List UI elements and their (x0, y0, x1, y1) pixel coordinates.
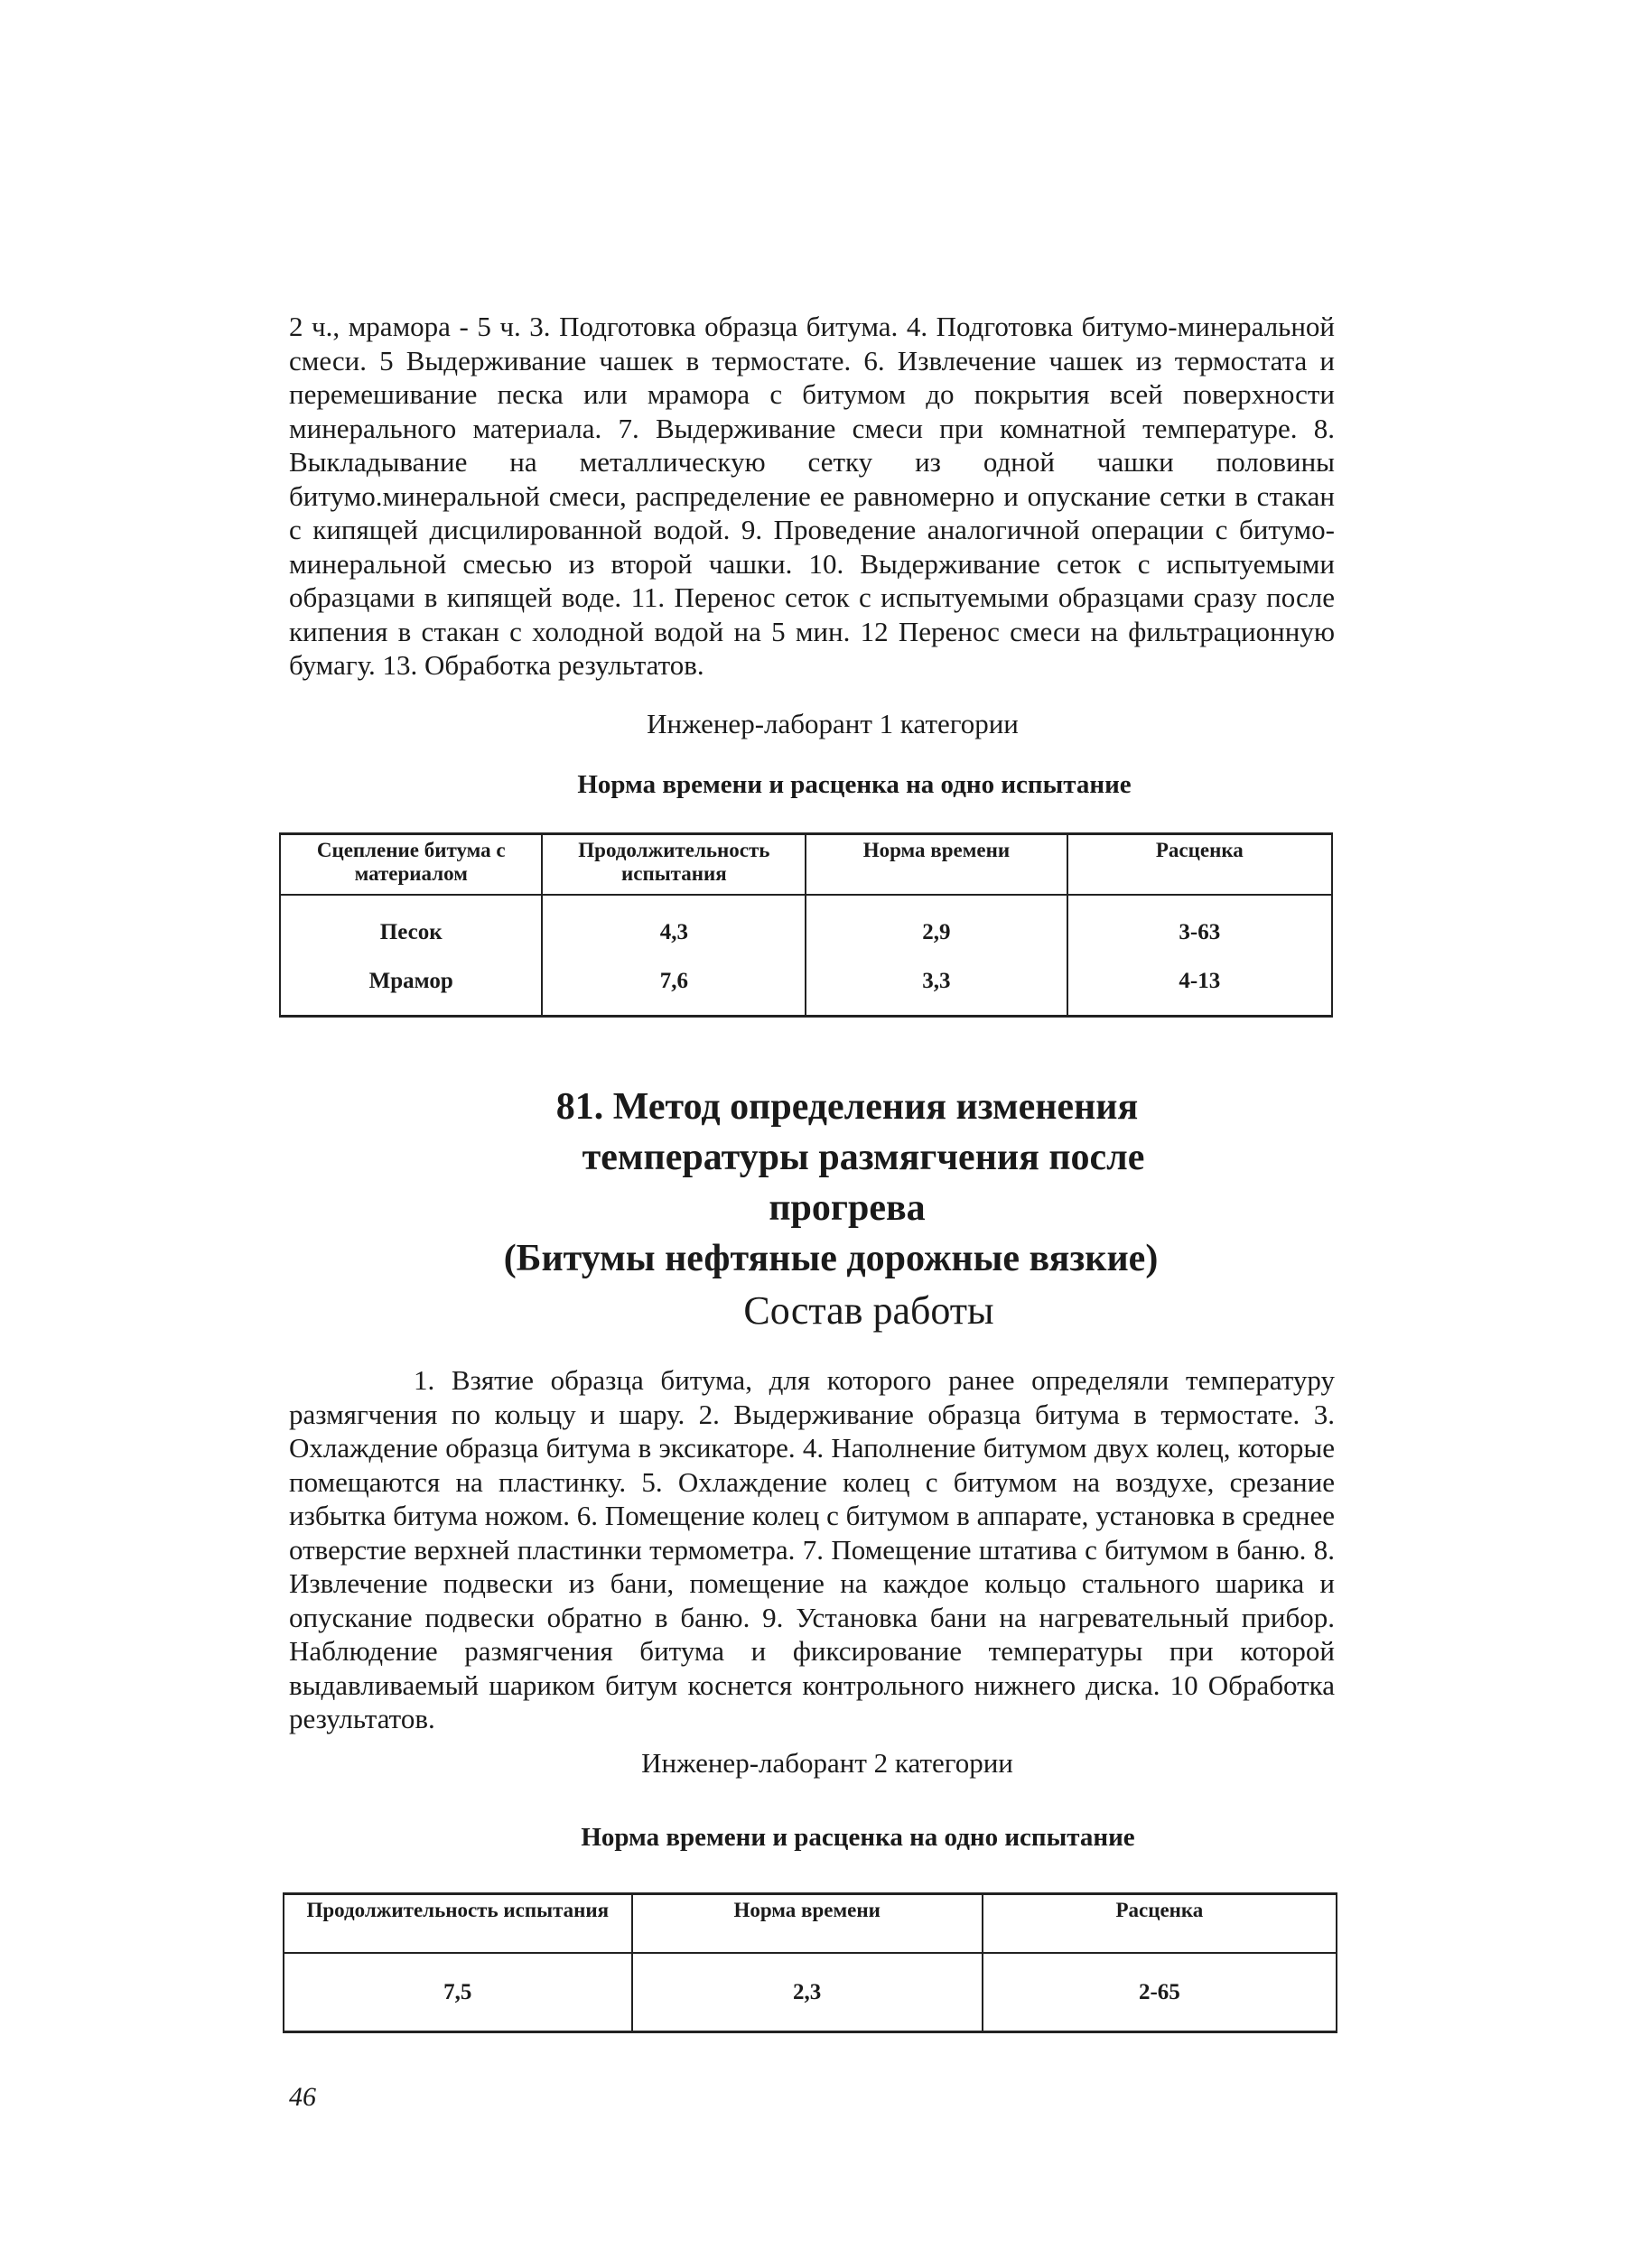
composition-paragraph: 1. Взятие образца битума, для которого ранее определяли температуру размягчения по кольцу и шару. 2. Выдерживание образца битума в термостате. 3. Охлаждение образца битума в эксикаторе. 4. Наполнение битумом двух колец, которые помещаются на пластинку. 5. Охлаждение колец с битумом на воздухе, срезание избытка битума ножом. 6. Помещение колец с битумом в аппарате, установка в среднее отверстие верхней пластинки термометра. 7. Помещение штатива с битумом в баню. 8. Извлечение подвески из бани, помещение на каждое кольцо стального шарика и опускание подвески обратно в баню. 9. Установка бани на нагревательный прибор. Наблюдение размягчения битума и фиксирование температуры при которой выдавливаемый шариком битум коснется контрольного нижнего диска. 10 Обработка результатов. (289, 1364, 1335, 1734)
table-row (284, 1953, 1337, 2032)
column-header: Продолжительность испытания (542, 834, 806, 896)
norm-table-2 (283, 1892, 1337, 2033)
table-cell: 2,9 (806, 895, 1067, 957)
column-header: Расценка (1067, 834, 1332, 896)
intro-paragraph: 2 ч., мрамора - 5 ч. 3. Подготовка образца битума. 4. Подготовка битумо-минеральной смеси. 5 Выдерживание чашек в термостате. 6. Извлечение чашек из термостата и перемешивание песка или мрамора с битумом до покрытия всей поверхности минерального материала. 7. Выдерживание смеси при комнатной температуре. 8. Выкладывание на металлическую сетку из одной чашки половины битумо.минеральной смеси, распределение ее равномерно и опускание сетки в стакан с кипящей дисцилированной водой. 9. Проведение аналогичной операции с битумо-минеральной смесью из второй чашки. 10. Выдерживание сеток с испытуемыми образцами в кипящей воде. 11. Перенос сеток с испытуемыми образцами сразу после кипения в стакан с холодной водой на 5 мин. 12 Перенос смеси на фильтрационную бумагу. 13. Обработка результатов. (289, 311, 1335, 681)
table-cell: 2,3 (632, 1953, 983, 2032)
table-title-1: Норма времени и расценка на одно испытание (577, 770, 1132, 799)
table-cell: Песок (280, 895, 542, 957)
page-number: 46 (289, 2082, 316, 2112)
column-header: Расценка (983, 1894, 1337, 1954)
table-cell: 7,6 (542, 957, 806, 1017)
section-heading-line: (Битумы нефтяные дорожные вязкие) (503, 1238, 1159, 1279)
table-header-row (280, 834, 1332, 896)
table-cell: 3,3 (806, 957, 1067, 1017)
table-cell: 3-63 (1067, 895, 1332, 957)
table-row (280, 895, 1332, 957)
section-heading-line: 81. Метод определения изменения (555, 1086, 1139, 1128)
section-heading (0, 1082, 1640, 1284)
position-label-2: Инженер-лаборант 2 категории (641, 1747, 1013, 1779)
table-cell: Мрамор (280, 957, 542, 1017)
table-cell: 2-65 (983, 1953, 1337, 2032)
norm-table-1 (279, 832, 1333, 1018)
table-cell: 4-13 (1067, 957, 1332, 1017)
column-header: Продолжительность испытания (284, 1894, 632, 1954)
column-header: Норма времени (806, 834, 1067, 896)
column-header: Сцепление битума с материалом (280, 834, 542, 896)
table-cell: 7,5 (284, 1953, 632, 2032)
table-header-row (284, 1894, 1337, 1954)
section-heading-line: прогрева (769, 1187, 926, 1229)
table-title-2: Норма времени и расценка на одно испытание (581, 1823, 1135, 1852)
table-row (280, 957, 1332, 1017)
section-heading-line: температуры размягчения после (582, 1137, 1145, 1178)
table-cell: 4,3 (542, 895, 806, 957)
position-label-1: Инженер-лаборант 1 категории (647, 708, 1019, 739)
composition-heading: Состав работы (743, 1288, 994, 1333)
column-header: Норма времени (632, 1894, 983, 1954)
